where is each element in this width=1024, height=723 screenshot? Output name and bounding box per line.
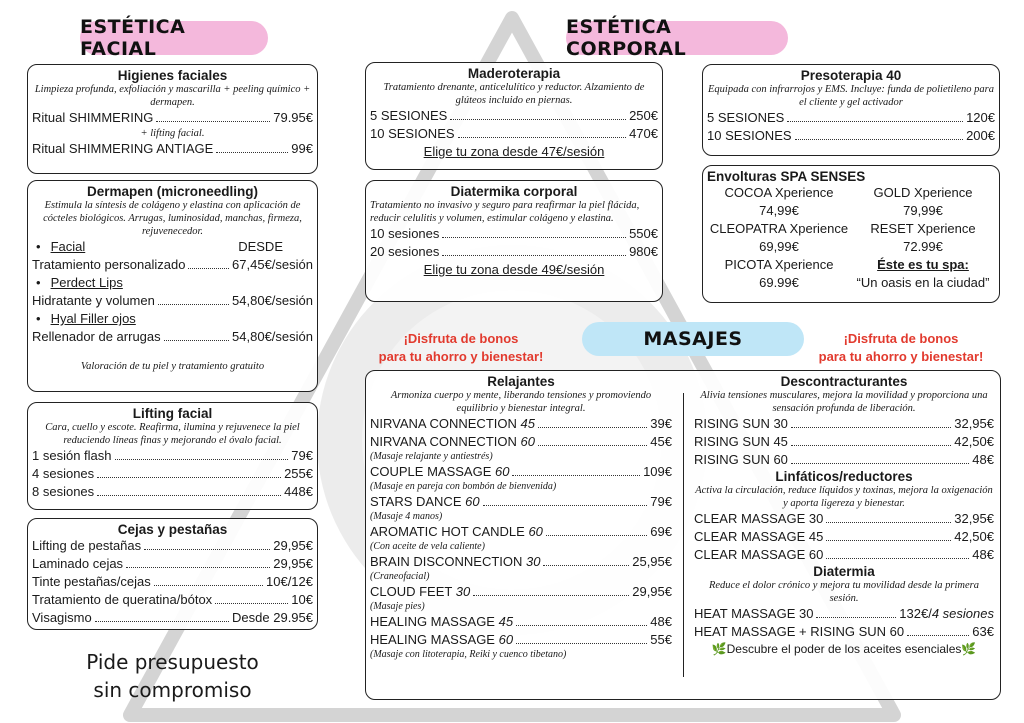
envolt-item: CLEOPATRA Xperience 69,99€ (709, 221, 849, 254)
price-row: Lifting de pestañas 29,95€ (32, 538, 313, 553)
higienes-title: Higienes faciales (117, 68, 228, 83)
diatermia-title: Diatermia (813, 564, 875, 579)
bullet-lips: • Perdect Lips (36, 275, 123, 290)
price-row: BRAIN DISCONNECTION 30 25,95€ (370, 554, 672, 569)
price-row: Tratamiento de queratina/bótox 10€ (32, 592, 313, 607)
price-row: Ritual SHIMMERING 79.95€ (32, 110, 313, 125)
madero-title: Maderoterapia (467, 66, 561, 81)
relaj-title: Relajantes (487, 374, 555, 389)
price-row: Hidratante y volumen 54,80€/sesión (32, 293, 313, 308)
row-note: (Con aceite de vela caliente) (370, 541, 485, 552)
envolt-grid (707, 184, 995, 292)
price-row: Tratamiento personalizado 67,45€/sesión (32, 257, 313, 272)
price-row: 20 sesiones 980€ (370, 244, 658, 259)
diater-title: Diatermika corporal (450, 184, 578, 199)
envolt-item: GOLD Xperience 79,99€ (873, 185, 973, 218)
bullet-hyal: • Hyal Filler ojos (36, 311, 136, 326)
dermapen-desc: Estimula la síntesis de colágeno y elastina con aplicación de cócteles biológicos. Arrugas, luminosidad, manchas, firmeza, rejuvenecedor. (43, 200, 302, 237)
linfa-title: Linfáticos/reductores (775, 469, 913, 484)
price-row: RISING SUN 45 42,50€ (694, 434, 994, 449)
preso-card (702, 64, 1000, 156)
diater-zona: Elige tu zona desde 49€/sesión (423, 262, 605, 277)
row-note: (Masaje con litoterapia, Reiki y cuenco tibetano) (370, 649, 567, 660)
price-row: HEALING MASSAGE 45 48€ (370, 614, 672, 629)
preso-title: Presoterapia 40 (800, 68, 902, 83)
corporal-header: ESTÉTICA CORPORAL (566, 21, 788, 55)
row-note: (Masaje 4 manos) (370, 511, 443, 522)
price-row: CLEAR MASSAGE 60 48€ (694, 547, 994, 562)
price-row: Laminado cejas 29,95€ (32, 556, 313, 571)
price-row: COUPLE MASSAGE 60 109€ (370, 464, 672, 479)
price-row: CLEAR MASSAGE 45 42,50€ (694, 529, 994, 544)
price-row: Tinte pestañas/cejas 10€/12€ (32, 574, 313, 589)
envolt-item: RESET Xperience 72.99€ (870, 221, 976, 254)
envolt-title: Envolturas SPA SENSES (707, 169, 866, 184)
higienes-card (27, 64, 318, 174)
envolt-item: COCOA Xperience 74,99€ (724, 185, 834, 218)
price-row: AROMATIC HOT CANDLE 60 69€ (370, 524, 672, 539)
price-row: RISING SUN 30 32,95€ (694, 416, 994, 431)
price-row: HEAT MASSAGE + RISING SUN 60 63€ (694, 624, 994, 639)
aceites-text: 🌿Descubre el poder de los aceites esenciales🌿 (711, 642, 977, 656)
envolturas-card (702, 165, 1000, 303)
descon-title: Descontracturantes (780, 374, 908, 389)
dermapen-foot: Valoración de tu piel y tratamiento gratuito (80, 361, 265, 372)
madero-card (365, 62, 663, 170)
masajes-card (365, 370, 1001, 700)
price-row: 5 SESIONES 120€ (707, 110, 995, 125)
preso-desc: Equipada con infrarrojos y EMS. Incluye: funda de polietileno para el cliente y gel activador (708, 84, 994, 108)
price-row: 10 SESIONES 200€ (707, 128, 995, 143)
higienes-note: + lifting facial. (140, 128, 205, 139)
price-row: 10 sesiones 550€ (370, 226, 658, 241)
price-row: RISING SUN 60 48€ (694, 452, 994, 467)
spa-slogan: Éste es tu spa: “Un oasis en la ciudad” (856, 257, 990, 290)
price-row: CLOUD FEET 30 29,95€ (370, 584, 672, 599)
price-row: HEALING MASSAGE 60 55€ (370, 632, 672, 647)
price-row: HEAT MASSAGE 30 132€/4 sesiones (694, 606, 994, 621)
price-row: Rellenador de arrugas 54,80€/sesión (32, 329, 313, 344)
price-row: NIRVANA CONNECTION 60 45€ (370, 434, 672, 449)
price-row: CLEAR MASSAGE 30 32,95€ (694, 511, 994, 526)
diatermika-card (365, 180, 663, 302)
higienes-desc: Limpieza profunda, exfoliación y mascarilla + peeling químico + dermapen. (34, 84, 311, 108)
row-note: (Masaje relajante y antiestrés) (370, 451, 493, 462)
linfa-desc: Activa la circulación, reduce líquidos y toxinas, mejora la oxigenación y aporta ligereza y bienestar. (695, 485, 993, 509)
price-row: 1 sesión flash 79€ (32, 448, 313, 463)
masajes-header: MASAJES (582, 322, 804, 356)
row-note: (Craneofacial) (370, 571, 430, 582)
masajes-divider (683, 393, 684, 677)
bullet-facial: • Facial DESDE (36, 239, 283, 254)
relaj-desc: Armoniza cuerpo y mente, liberando tensiones y promoviendo equilibrio y bienestar integral. (390, 390, 652, 414)
row-note: (Masaje en pareja con bombón de bienvenida) (370, 481, 557, 492)
price-row: NIRVANA CONNECTION 45 39€ (370, 416, 672, 431)
price-row: Ritual SHIMMERING ANTIAGE 99€ (32, 141, 313, 156)
cejas-title: Cejas y pestañas (117, 522, 228, 537)
price-row: 4 sesiones 255€ (32, 466, 313, 481)
derecha-col (694, 374, 994, 658)
price-row: STARS DANCE 60 79€ (370, 494, 672, 509)
lifting-desc: Cara, cuello y escote. Reafirma, ilumina y rejuvenece la piel reduciendo líneas finas y mejorando el óvalo facial. (45, 422, 300, 446)
dermapen-card (27, 180, 318, 392)
diater-desc: Tratamiento no invasivo y seguro para reafirmar la piel flácida, reducir celulitis y volumen, estimular colágeno y elastina. (370, 200, 640, 224)
row-note: (Masaje pies) (370, 601, 425, 612)
lifting-card (27, 402, 318, 510)
cejas-card (27, 518, 318, 630)
price-row: Visagismo Desde 29.95€ (32, 610, 313, 625)
envolt-item: PICOTA Xperience 69.99€ (724, 257, 834, 290)
presupuesto-text: Pide presupuesto sin compromiso (86, 650, 259, 702)
price-row: 10 SESIONES 470€ (370, 126, 658, 141)
promo-right: ¡Disfruta de bonos para tu ahorro y bienestar! (818, 331, 984, 364)
price-row: 8 sesiones 448€ (32, 484, 313, 499)
descon-desc: Alivia tensiones musculares, mejora la movilidad y proporciona una sensación profunda de liberación. (700, 390, 988, 414)
promo-left: ¡Disfruta de bonos para tu ahorro y bienestar! (378, 331, 544, 364)
price-row: 5 SESIONES 250€ (370, 108, 658, 123)
diatermia-desc: Reduce el dolor crónico y mejora tu movilidad desde la primera sesión. (708, 580, 980, 604)
dermapen-title: Dermapen (microneedling) (86, 184, 259, 199)
relajantes-col (370, 374, 672, 661)
facial-header: ESTÉTICA FACIAL (80, 21, 268, 55)
lifting-title: Lifting facial (132, 406, 213, 421)
madero-desc: Tratamiento drenante, anticelulítico y reductor. Alzamiento de glúteos incluido en piernas. (383, 82, 645, 106)
madero-zona: Elige tu zona desde 47€/sesión (423, 144, 605, 159)
